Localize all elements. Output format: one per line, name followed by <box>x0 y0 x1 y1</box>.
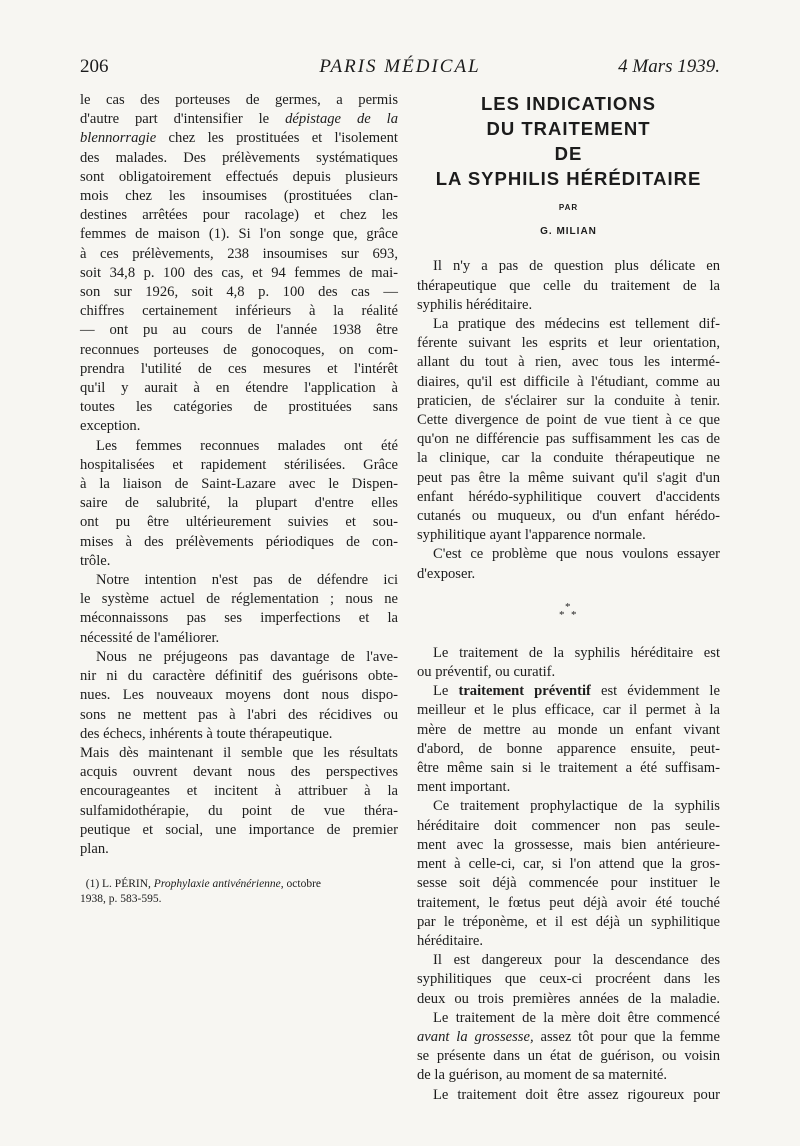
paragraph-intro-2 <box>417 315 720 545</box>
text-line: mises à des prélèvements périodiques de con- <box>80 533 398 550</box>
text-line: à ces prélèvements, 238 insoumises sur 693, <box>80 245 398 262</box>
title-line: DU TRAITEMENT <box>486 118 651 139</box>
text-line: syphilitique ayant l'apparence normale. <box>417 527 646 544</box>
footnote-line: 1938, p. 583-595. <box>80 893 162 906</box>
paragraph-conclusion <box>80 648 398 859</box>
text-line: Le traitement doit être assez rigoureux pour <box>433 1086 720 1103</box>
text-line: qu'il y aurait à en étendre l'application à <box>80 380 398 397</box>
asterisk-icon: * <box>571 608 577 621</box>
footnote <box>80 877 398 907</box>
issue-date: 4 Mars 1939. <box>618 56 720 77</box>
text-line: exception. <box>80 418 141 435</box>
text-line: diaires, qu'il est difficile à l'étudiant, comme au <box>417 373 720 390</box>
text-line: nécessité de l'améliorer. <box>80 629 220 646</box>
text-line: syphilis héréditaire. <box>417 296 533 313</box>
text-line: d'exposer. <box>417 565 476 582</box>
text-line: nir ni du caractère définitif des guérisons obte- <box>80 668 398 685</box>
text-line: peutique et social, une importance de premier <box>80 821 398 838</box>
text-line: La pratique des médecins est tellement dif- <box>433 316 720 333</box>
text-line: se présente dans un état de guérison, ou voisin <box>417 1048 720 1065</box>
text-line: peut pas être la même suivant qu'il s'agit d'un <box>417 469 720 486</box>
text-line: ou préventif, ou curatif. <box>417 664 556 681</box>
text-line: allant du tout à rien, avec tous les intermé- <box>417 354 720 371</box>
text-line: Le traitement de la syphilis héréditaire est <box>433 644 720 661</box>
text-line: cutanés ou muqueux, ou d'un enfant hérédo- <box>417 508 720 525</box>
text-line: Le traitement préventif est évidemment le <box>433 683 720 700</box>
text-line: qu'on ne différencie pas suffisamment les cas de <box>417 431 720 448</box>
text-line: sulfamidothérapie, du point de vue théra- <box>80 802 398 819</box>
text-line: soit 34,8 p. 100 des cas, et 94 femmes de mai- <box>80 264 398 281</box>
section-separator-asterisks <box>417 584 720 644</box>
asterisk-icon: * <box>565 600 571 613</box>
text-line: son sur 1926, soit 4,8 p. 100 des cas — <box>80 284 398 301</box>
paragraph-hospitalisation <box>80 437 398 571</box>
text-line: mère de mettre au monde un enfant vivant <box>417 721 720 738</box>
paragraph-traitement-mere <box>417 1009 720 1086</box>
title-line: LA SYPHILIS HÉRÉDITAIRE <box>435 168 702 189</box>
text-line: C'est ce problème que nous voulons essayer <box>433 546 720 563</box>
text-line: la clinique, car la conduite thérapeutique ne <box>417 450 720 467</box>
text-line: férente suivant les esprits et leur orientation, <box>417 335 720 352</box>
text-line: ment avec la grossesse, mais bien antérieure- <box>417 836 720 853</box>
paragraph-intro-1 <box>417 257 720 315</box>
text-line: ment à celle-ci, car, si l'on attend que la gros- <box>417 856 720 873</box>
text-line: mois chez les insoumises (prostituées clan- <box>80 188 398 205</box>
text-line: — ont pu au cours de l'année 1938 être <box>80 322 398 339</box>
text-line: Mais dès maintenant il semble que les résultats <box>80 744 398 761</box>
paragraph-traitement-preventif <box>417 682 720 797</box>
text-line: thérapeutique que celle du traitement de la <box>417 277 720 294</box>
text-line: des échecs, inhérents à toute thérapeutique. <box>80 725 333 742</box>
paragraph-intro-3 <box>417 545 720 583</box>
text-line: sont obligatoirement effectués depuis plusieurs <box>80 168 398 185</box>
text-line: Le traitement de la mère doit être commencé <box>433 1009 720 1026</box>
text-line: toutes les catégories de prostituées sans <box>80 399 398 416</box>
text-line: enfant hérédo-syphilitique couvert d'accidents <box>417 488 720 505</box>
paragraph-intention <box>80 571 398 648</box>
left-column <box>80 91 398 907</box>
paragraph-body-1 <box>417 644 720 682</box>
text-line: saire de salubrité, la plupart d'entre elles <box>80 495 398 512</box>
page-header <box>0 56 800 86</box>
text-line: ment important. <box>417 779 511 796</box>
text-line: héréditaire doit commencer non pas seule- <box>417 817 720 834</box>
text-line: héréditaire. <box>417 932 484 949</box>
text-line: chiffres certainement inférieurs à la réalité <box>80 303 398 320</box>
text-line: par le tréponème, et il est déjà un syphilitique <box>417 913 720 930</box>
text-line: traitement, le fœtus peut déjà avoir été touché <box>417 894 720 911</box>
text-line: nues. Les nouveaux moyens dont nous dispo- <box>80 687 398 704</box>
text-line: prendra l'utilité de ces mesures et l'intérêt <box>80 360 398 377</box>
right-column <box>417 91 720 1105</box>
text-line: Il n'y a pas de question plus délicate en <box>433 258 720 275</box>
page-number: 206 <box>80 56 109 77</box>
text-line: praticien, de s'éclairer sur la conduite à tenir. <box>417 392 720 409</box>
paragraph-depistage <box>80 91 398 437</box>
article-title <box>417 91 720 191</box>
text-line: d'abord, de bonne apparence ensuite, peut- <box>417 740 720 757</box>
text-line: le système actuel de réglementation ; nous ne <box>80 591 398 608</box>
footnote-line: (1) L. PÉRIN, Prophylaxie antivénérienne, octobre <box>85 878 322 891</box>
text-line: sesse soit déjà commencée pour instituer le <box>417 875 720 892</box>
text-line: Notre intention n'est pas de défendre ici <box>96 572 398 589</box>
text-line: blennorragie chez les prostituées et l'isolement <box>80 130 398 147</box>
journal-title: PARIS MÉDICAL <box>319 56 481 77</box>
text-line: Les femmes reconnues malades ont été <box>96 437 398 454</box>
text-line: ont pu être ultérieurement suivies et sou- <box>80 514 398 531</box>
by-label: PAR <box>558 203 579 212</box>
text-line: trôle. <box>80 552 111 569</box>
text-line: de la guérison, au moment de sa maternité. <box>417 1067 668 1084</box>
title-line: DE <box>554 143 583 164</box>
author-name: G. MILIAN <box>540 226 597 238</box>
asterisk-icon: * <box>559 608 565 621</box>
text-line: sons ne mettent pas à l'abri des récidives ou <box>80 706 398 723</box>
text-line: encourageantes et incitent à attribuer à la <box>80 783 398 800</box>
text-line: d'autre part d'intensifier le dépistage de la <box>80 111 398 128</box>
text-line: reconnues porteuses de gonocoques, on com- <box>80 341 398 358</box>
text-line: Cette divergence de point de vue tient à ce que <box>417 412 720 429</box>
text-line: Ce traitement prophylactique de la syphilis <box>433 798 720 815</box>
text-line: acquis ouvrent devant nous des perspectives <box>80 764 398 781</box>
text-line: des malades. Des prélèvements systématiques <box>80 149 398 166</box>
text-line: destines arrêtées pour racolage) et chez les <box>80 207 398 224</box>
text-line: plan. <box>80 840 109 857</box>
title-line: LES INDICATIONS <box>481 93 656 114</box>
text-line: deux ou trois premières années de la maladie. <box>417 990 720 1007</box>
text-line: méconnaissons pas ses imperfections et la <box>80 610 398 627</box>
text-line: le cas des porteuses de germes, a permis <box>80 92 398 108</box>
text-line: Nous ne préjugeons pas davantage de l'ave- <box>96 648 398 665</box>
text-line: meilleur et le plus efficace, car il permet à la <box>417 702 720 719</box>
text-line: hospitalisées et rapidement stérilisées. Grâce <box>80 456 398 473</box>
text-line: être même sain si le traitement a été suffisam- <box>417 760 720 777</box>
text-line: femmes de maison (1). Si l'on songe que, grâce <box>80 226 398 243</box>
text-line: à la liaison de Saint-Lazare avec le Dispen- <box>80 476 398 493</box>
paragraph-prophylactique <box>417 797 720 951</box>
paragraph-danger <box>417 951 720 1009</box>
text-line: Il est dangereux pour la descendance des <box>433 952 720 969</box>
text-line: avant la grossesse, assez tôt pour que la femme <box>417 1028 721 1045</box>
paragraph-rigoureux <box>417 1086 720 1105</box>
text-line: syphilitiques que ceux-ci procréent dans les <box>417 971 720 988</box>
